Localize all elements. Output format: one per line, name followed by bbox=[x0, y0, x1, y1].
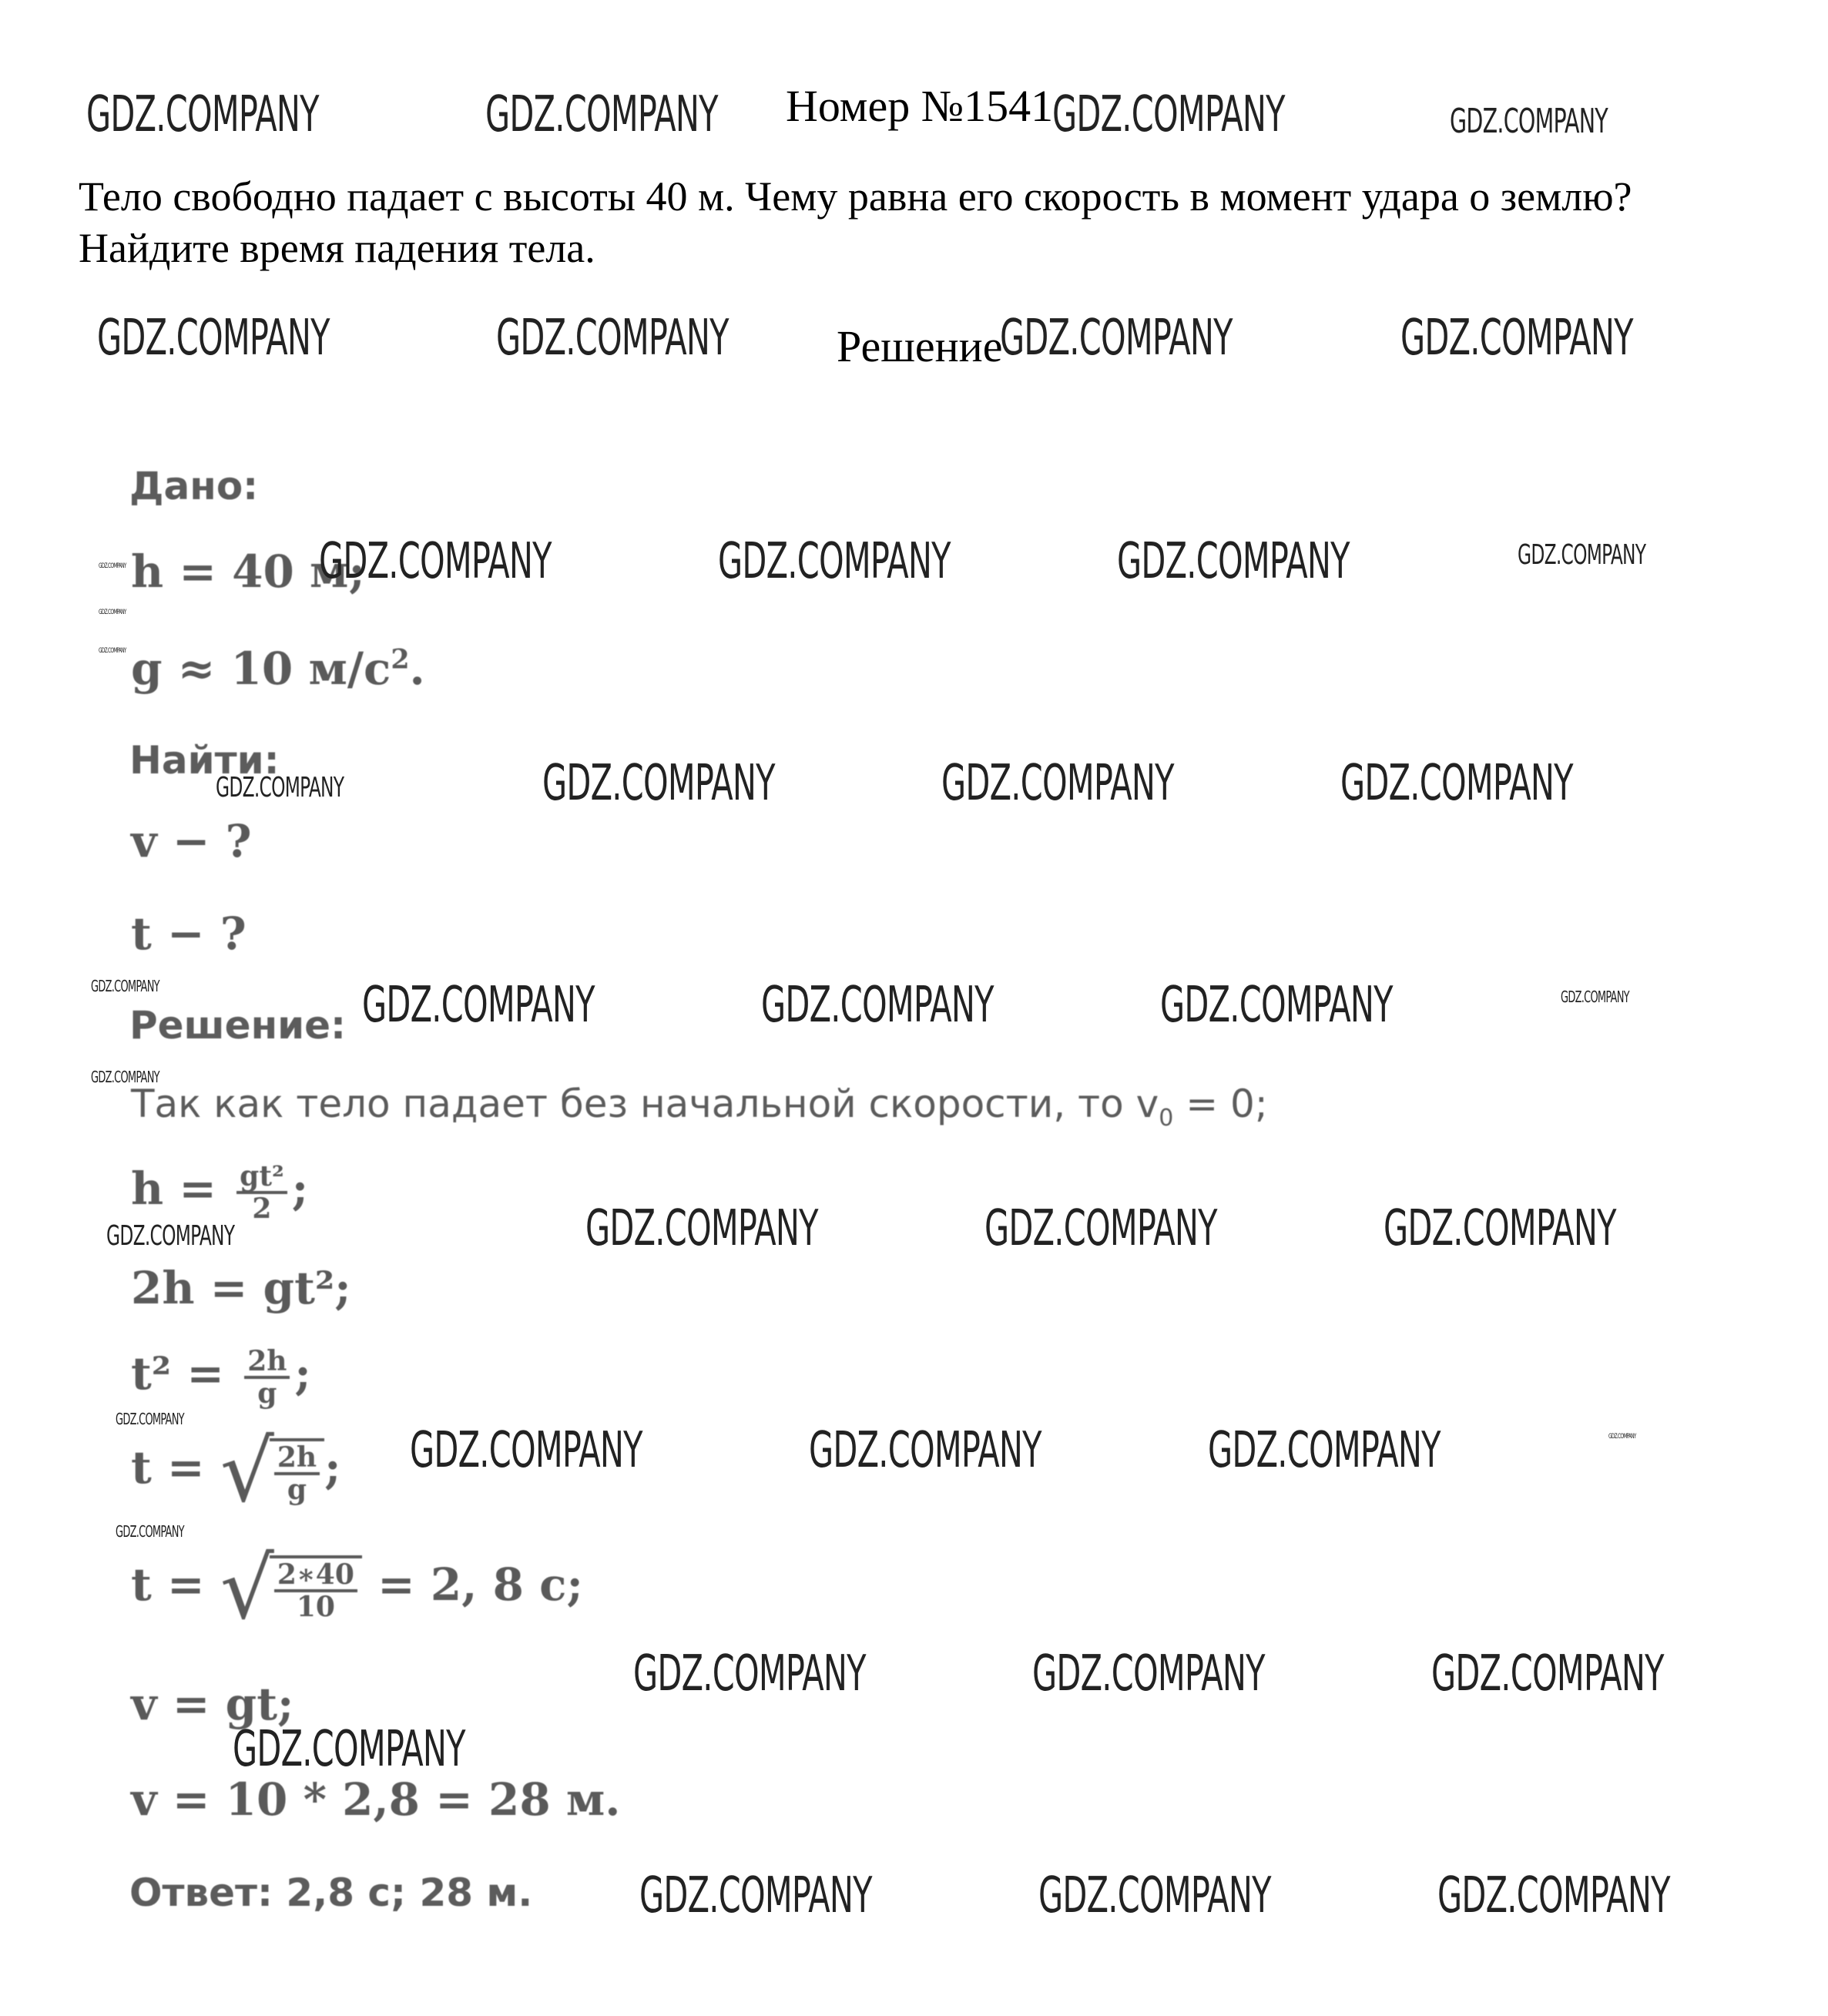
watermark: GDZ.COMPANY bbox=[984, 1200, 1217, 1257]
equation-7: v = 10 * 2,8 = 28 м. bbox=[131, 1773, 621, 1826]
watermark: GDZ.COMPANY bbox=[485, 86, 718, 143]
given-label: Дано: bbox=[129, 464, 259, 508]
find-v: v − ? bbox=[131, 815, 252, 867]
watermark: GDZ.COMPANY bbox=[1117, 533, 1350, 590]
watermark: GDZ.COMPANY bbox=[1052, 86, 1285, 143]
watermark: GDZ.COMPANY bbox=[1340, 755, 1573, 812]
watermark: GDZ.COMPANY bbox=[99, 647, 126, 655]
watermark: GDZ.COMPANY bbox=[410, 1422, 642, 1479]
watermark: GDZ.COMPANY bbox=[1038, 1867, 1271, 1924]
equation-1: h = $\frac{\text{gt²}}{2}$ ; bbox=[131, 1160, 309, 1225]
watermark: GDZ.COMPANY bbox=[718, 533, 951, 590]
watermark: GDZ.COMPANY bbox=[639, 1867, 872, 1924]
given-h: h = 40 м; bbox=[131, 545, 365, 598]
watermark: GDZ.COMPANY bbox=[1437, 1867, 1670, 1924]
watermark: GDZ.COMPANY bbox=[319, 533, 552, 590]
watermark: GDZ.COMPANY bbox=[91, 1068, 159, 1086]
watermark: GDZ.COMPANY bbox=[106, 1220, 235, 1252]
watermark: GDZ.COMPANY bbox=[1561, 988, 1629, 1006]
watermark: GDZ.COMPANY bbox=[1518, 539, 1646, 571]
page-title: Номер №1541 bbox=[786, 81, 1054, 131]
watermark: GDZ.COMPANY bbox=[86, 86, 319, 143]
watermark: GDZ.COMPANY bbox=[542, 755, 775, 812]
watermark: GDZ.COMPANY bbox=[1032, 1645, 1265, 1702]
watermark: GDZ.COMPANY bbox=[585, 1200, 818, 1257]
find-label: Найти: bbox=[129, 738, 280, 783]
equation-6: v = gt; bbox=[131, 1678, 294, 1730]
watermark: GDZ.COMPANY bbox=[91, 977, 159, 995]
watermark: GDZ.COMPANY bbox=[941, 755, 1174, 812]
watermark: GDZ.COMPANY bbox=[116, 1410, 184, 1428]
watermark: GDZ.COMPANY bbox=[496, 310, 729, 367]
watermark: GDZ.COMPANY bbox=[1208, 1422, 1441, 1479]
watermark: GDZ.COMPANY bbox=[1400, 310, 1633, 367]
watermark: GDZ.COMPANY bbox=[761, 977, 994, 1034]
equation-5: t = √ $\frac{2∗40}{10}$ = 2, 8 с; bbox=[131, 1539, 583, 1638]
equation-3: t² = $\frac{2h}{g}$ ; bbox=[131, 1345, 311, 1410]
answer: Ответ: 2,8 с; 28 м. bbox=[129, 1870, 533, 1915]
problem-text: Тело свободно падает с высоты 40 м. Чему равна его скорость в момент удара о землю? Найдите время падения тела. bbox=[79, 173, 1632, 271]
watermark: GDZ.COMPANY bbox=[233, 1721, 465, 1778]
watermark: GDZ.COMPANY bbox=[809, 1422, 1041, 1479]
watermark: GDZ.COMPANY bbox=[216, 772, 344, 803]
watermark: GDZ.COMPANY bbox=[1450, 102, 1608, 141]
watermark: GDZ.COMPANY bbox=[1431, 1645, 1664, 1702]
watermark: GDZ.COMPANY bbox=[1160, 977, 1393, 1034]
watermark: GDZ.COMPANY bbox=[99, 562, 126, 570]
watermark: GDZ.COMPANY bbox=[1608, 1433, 1636, 1441]
watermark: GDZ.COMPANY bbox=[633, 1645, 866, 1702]
given-g: g ≈ 10 $м/с^2$. bbox=[131, 642, 425, 695]
watermark: GDZ.COMPANY bbox=[1000, 310, 1233, 367]
watermark: GDZ.COMPANY bbox=[116, 1522, 184, 1541]
solution-intro: Так как тело падает без начальной скорости, то $v_0 = 0$; bbox=[131, 1082, 1268, 1132]
watermark: GDZ.COMPANY bbox=[1384, 1200, 1616, 1257]
solution-label: Решение: bbox=[129, 1003, 347, 1048]
find-t: t − ? bbox=[131, 907, 247, 960]
watermark: GDZ.COMPANY bbox=[99, 609, 126, 616]
watermark: GDZ.COMPANY bbox=[97, 310, 330, 367]
solution-heading: Решение bbox=[837, 321, 1003, 371]
watermark: GDZ.COMPANY bbox=[362, 977, 595, 1034]
equation-4: t = √ $\frac{2h}{g}$ ; bbox=[131, 1422, 341, 1521]
equation-2: 2h = gt²; bbox=[131, 1262, 351, 1314]
